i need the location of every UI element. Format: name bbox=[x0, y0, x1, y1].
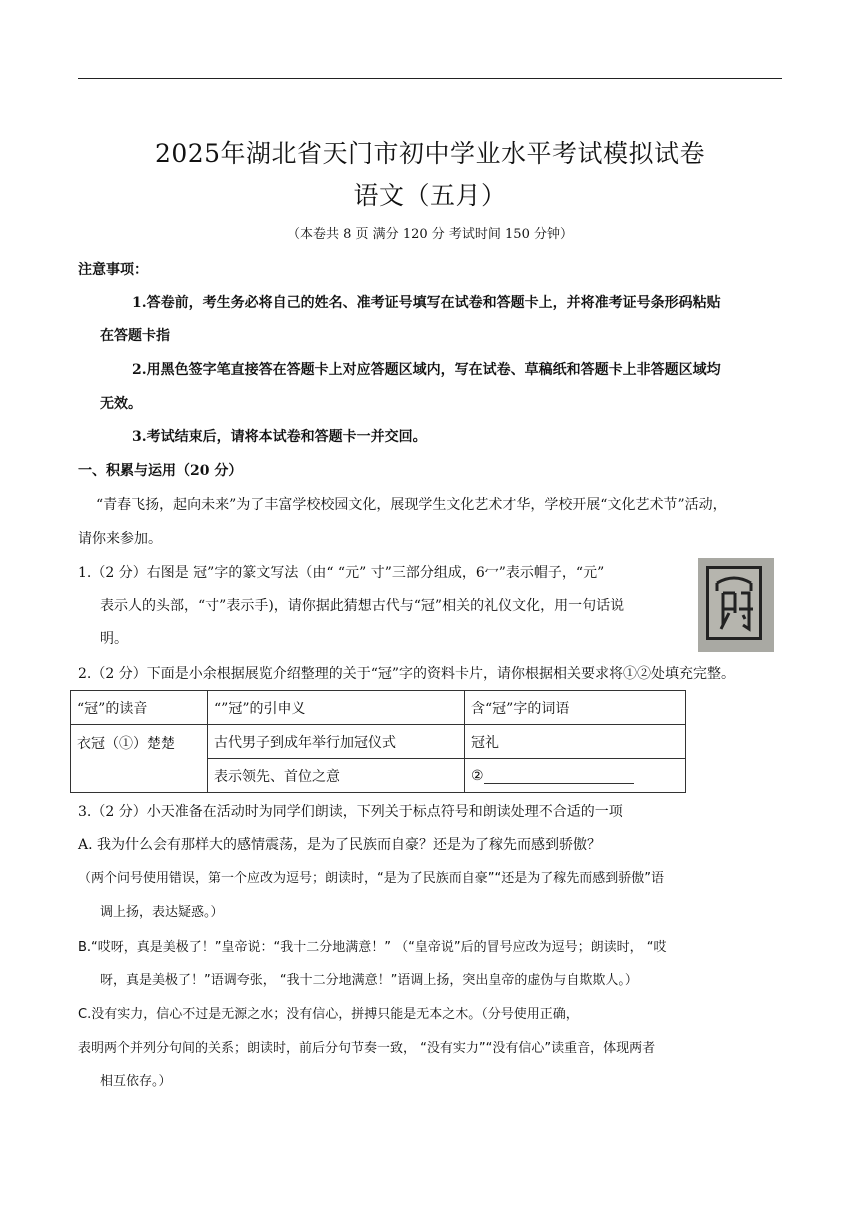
table-cell-reading: 衣冠（①）楚楚 bbox=[71, 725, 208, 793]
section-1-intro-line-2: 请你来参加。 bbox=[78, 531, 162, 547]
answer-blank-line bbox=[484, 769, 634, 784]
header-rule bbox=[78, 78, 782, 79]
q3-option-a-note-line-1: （两个问号使用错误，第一个应改为逗号；朗读时，“是为了民族而自豪”“还是为了稼先而感到骄傲”语 bbox=[78, 871, 664, 886]
q3-option-a-note-line-2: 调上扬，表达疑惑。） bbox=[100, 905, 224, 920]
table-cell: 古代男子到成年举行加冠仪式 bbox=[208, 725, 465, 759]
table-header-cell: “”冠”的引申义 bbox=[208, 691, 465, 725]
q1-line-1: 1.（2 分）右图是 冠”字的篆文写法（由“ “元” 寸”三部分组成，6⼍”表示帽子，“元” bbox=[78, 565, 605, 581]
notice-item-3: 3.考试结束后，请将本试卷和答题卡一并交回。 bbox=[132, 429, 427, 445]
q3-option-c-line-3: 相互依存。） bbox=[100, 1074, 172, 1089]
q1-line-2: 表示人的头部，“寸”表示手)，请你据此猜想古代与“冠”相关的礼仪文化，用一句话说 bbox=[100, 598, 625, 614]
q3-option-b-line-2: 呀，真是美极了！”语调夸张， “我十二分地满意！”语调上扬，突出皇帝的虚伪与自欺欺人。） bbox=[100, 973, 638, 988]
table-cell: 表示领先、首位之意 bbox=[208, 759, 465, 793]
notice-item-2-line-1: 2.用黑色签字笔直接答在答题卡上对应答题区域内，写在试卷、草稿纸和答题卡上非答题区域均 bbox=[132, 362, 721, 378]
q2-line-1: 2.（2 分）下面是小余根据展览介绍整理的关于“冠”字的资料卡片，请你根据相关要求将①②处填充完整。 bbox=[78, 666, 736, 682]
notice-item-1-line-2: 在答题卡指 bbox=[100, 328, 170, 344]
q3-option-c-line-2: 表明两个并列分句间的关系；朗读时，前后分句节奏一致， “没有实力”“没有信心”读重音，体现两者 bbox=[78, 1041, 656, 1056]
q3-option-c-line-1: C.没有实力，信心不过是无源之水；没有信心，拼搏只能是无本之木。（分号使用正确， bbox=[78, 1007, 579, 1022]
exam-info: （本卷共 8 页 满分 120 分 考试时间 150 分钟） bbox=[287, 227, 573, 242]
guan-seal-glyph-icon bbox=[709, 569, 759, 637]
guan-info-card-table bbox=[70, 690, 686, 793]
notice-heading: 注意事项： bbox=[78, 262, 148, 278]
answer-marker: ② bbox=[471, 767, 484, 784]
section-1-intro-line-1: “青春飞扬，起向未来”为了丰富学校校园文化，展现学生文化艺术才华，学校开展“文化艺术节”活动， bbox=[96, 497, 727, 513]
section-1-heading: 一、积累与运用（20 分） bbox=[78, 463, 243, 479]
exam-subtitle: 语文（五月） bbox=[353, 181, 507, 210]
q1-line-3: 明。 bbox=[100, 631, 128, 647]
q3-option-b-line-1: B.“哎呀，真是美极了！”皇帝说：“我十二分地满意！” （“皇帝说”后的冒号应改为逗号；朗读时， “哎 bbox=[78, 940, 667, 955]
q3-option-a: A. 我为什么会有那样大的感情震荡，是为了民族而自豪？还是为了稼先而感到骄傲？ bbox=[78, 837, 602, 853]
table-row bbox=[71, 725, 686, 759]
notice-item-1-line-1: 1.答卷前，考生务必将自己的姓名、准考证号填写在试卷和答题卡上，并将准考证号条形码粘贴 bbox=[132, 295, 721, 311]
q3-stem: 3.（2 分）小天准备在活动时为同学们朗读，下列关于标点符号和朗读处理不合适的一项 bbox=[78, 804, 623, 820]
table-header-row bbox=[71, 691, 686, 725]
exam-title: 2025年湖北省天门市初中学业水平考试模拟试卷 bbox=[154, 139, 706, 168]
table-cell: 冠礼 bbox=[465, 725, 686, 759]
guan-seal-script-image bbox=[698, 558, 774, 652]
table-header-cell: “冠”的读音 bbox=[71, 691, 208, 725]
notice-item-2-line-2: 无效。 bbox=[100, 396, 142, 412]
table-cell-answer-blank bbox=[465, 759, 686, 793]
table-header-cell: 含“冠”字的词语 bbox=[465, 691, 686, 725]
